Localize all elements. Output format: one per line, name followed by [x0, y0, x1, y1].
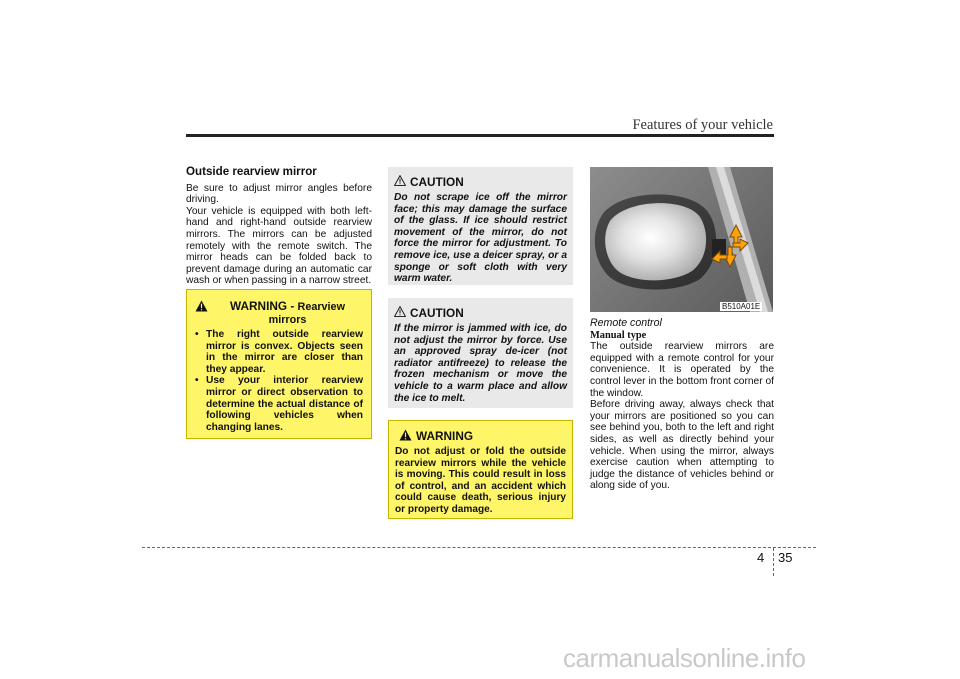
header-title: Features of your vehicle — [632, 117, 773, 133]
watermark: carmanualsonline.info — [563, 643, 806, 673]
warning-text: Do not adjust or fold the outside rearview mirrors while the vehicle is moving. This could result in loss of control, and an accident which could cause death, serious injury or property damage. — [395, 446, 566, 515]
warning-subject: Rearview mirrors — [268, 301, 345, 326]
body-paragraph: Be sure to adjust mirror angles before driving. — [186, 182, 372, 206]
caution-label: CAUTION — [410, 306, 464, 320]
warning-triangle-icon — [195, 300, 208, 315]
warning-bullet: • Use your interior rearview mirror or direct observation to determine the actual distance of following vehicles when changing lanes. — [195, 375, 363, 433]
warning-triangle-icon — [399, 429, 412, 444]
right-column — [590, 318, 774, 492]
caution-heading — [394, 306, 567, 320]
manual-type-subhead: Manual type — [590, 329, 647, 341]
warning-box-rearview — [186, 289, 372, 439]
footer-divider — [773, 548, 774, 576]
figure-code: B510A01E — [722, 302, 761, 311]
warning-box-fold — [388, 420, 573, 519]
warning-heading — [399, 429, 566, 444]
remote-control-subhead: Remote control — [590, 317, 662, 329]
chapter-number: 4 — [757, 550, 765, 565]
warning-bullet: • The right outside rearview mirror is convex. Objects seen in the mirror are closer than they appear. — [195, 329, 363, 375]
warning-heading — [195, 300, 363, 326]
warning-label: WARNING - — [230, 299, 295, 313]
section-title: Outside rearview mirror — [186, 165, 317, 178]
caution-box-jammed-mirror — [388, 298, 573, 408]
body-paragraph: The outside rearview mirrors are equipped with a remote control for your convenience. It is operated by the control lever in the bottom front corner of the window. — [590, 341, 774, 399]
warning-bullet-list — [195, 329, 363, 433]
caution-heading — [394, 175, 567, 189]
footer-rule — [142, 547, 816, 548]
caution-text: Do not scrape ice off the mirror face; this may damage the surface of the glass. If ice should restrict movement of the mirror, do not force the mirror for adjustment. To remove ice, use a deicer spray, or a sponge or soft cloth with very warm water. — [394, 192, 567, 285]
caution-text: If the mirror is jammed with ice, do not adjust the mirror by force. Use an approved spray de-icer (not radiator antifreeze) to release the frozen mechanism or move the vehicle to a warm place and allow the ice to melt. — [394, 323, 567, 404]
body-paragraph: Before driving away, always check that your mirrors are positioned so you can see behind you, both to the left and right sides, as well as directly behind your vehicle. When using the mirror, always exercise caution when attempting to judge the distance of vehicles behind or along side of you. — [590, 399, 774, 492]
warning-label: WARNING — [416, 429, 474, 443]
body-paragraph: Your vehicle is equipped with both left-hand and right-hand outside rearview mirrors. The mirrors can be adjusted remotely with the remote switch. The mirror heads can be folded back to prevent damage during an automatic car wash or when passing in a narrow street. — [186, 205, 372, 287]
mirror-illustration — [590, 167, 773, 312]
caution-box-ice-scrape — [388, 167, 573, 285]
caution-label: CAUTION — [410, 175, 464, 189]
page-number: 35 — [778, 550, 793, 565]
caution-triangle-icon — [394, 306, 406, 320]
left-column — [186, 166, 372, 287]
caution-triangle-icon — [394, 175, 406, 189]
header-rule — [186, 134, 774, 137]
